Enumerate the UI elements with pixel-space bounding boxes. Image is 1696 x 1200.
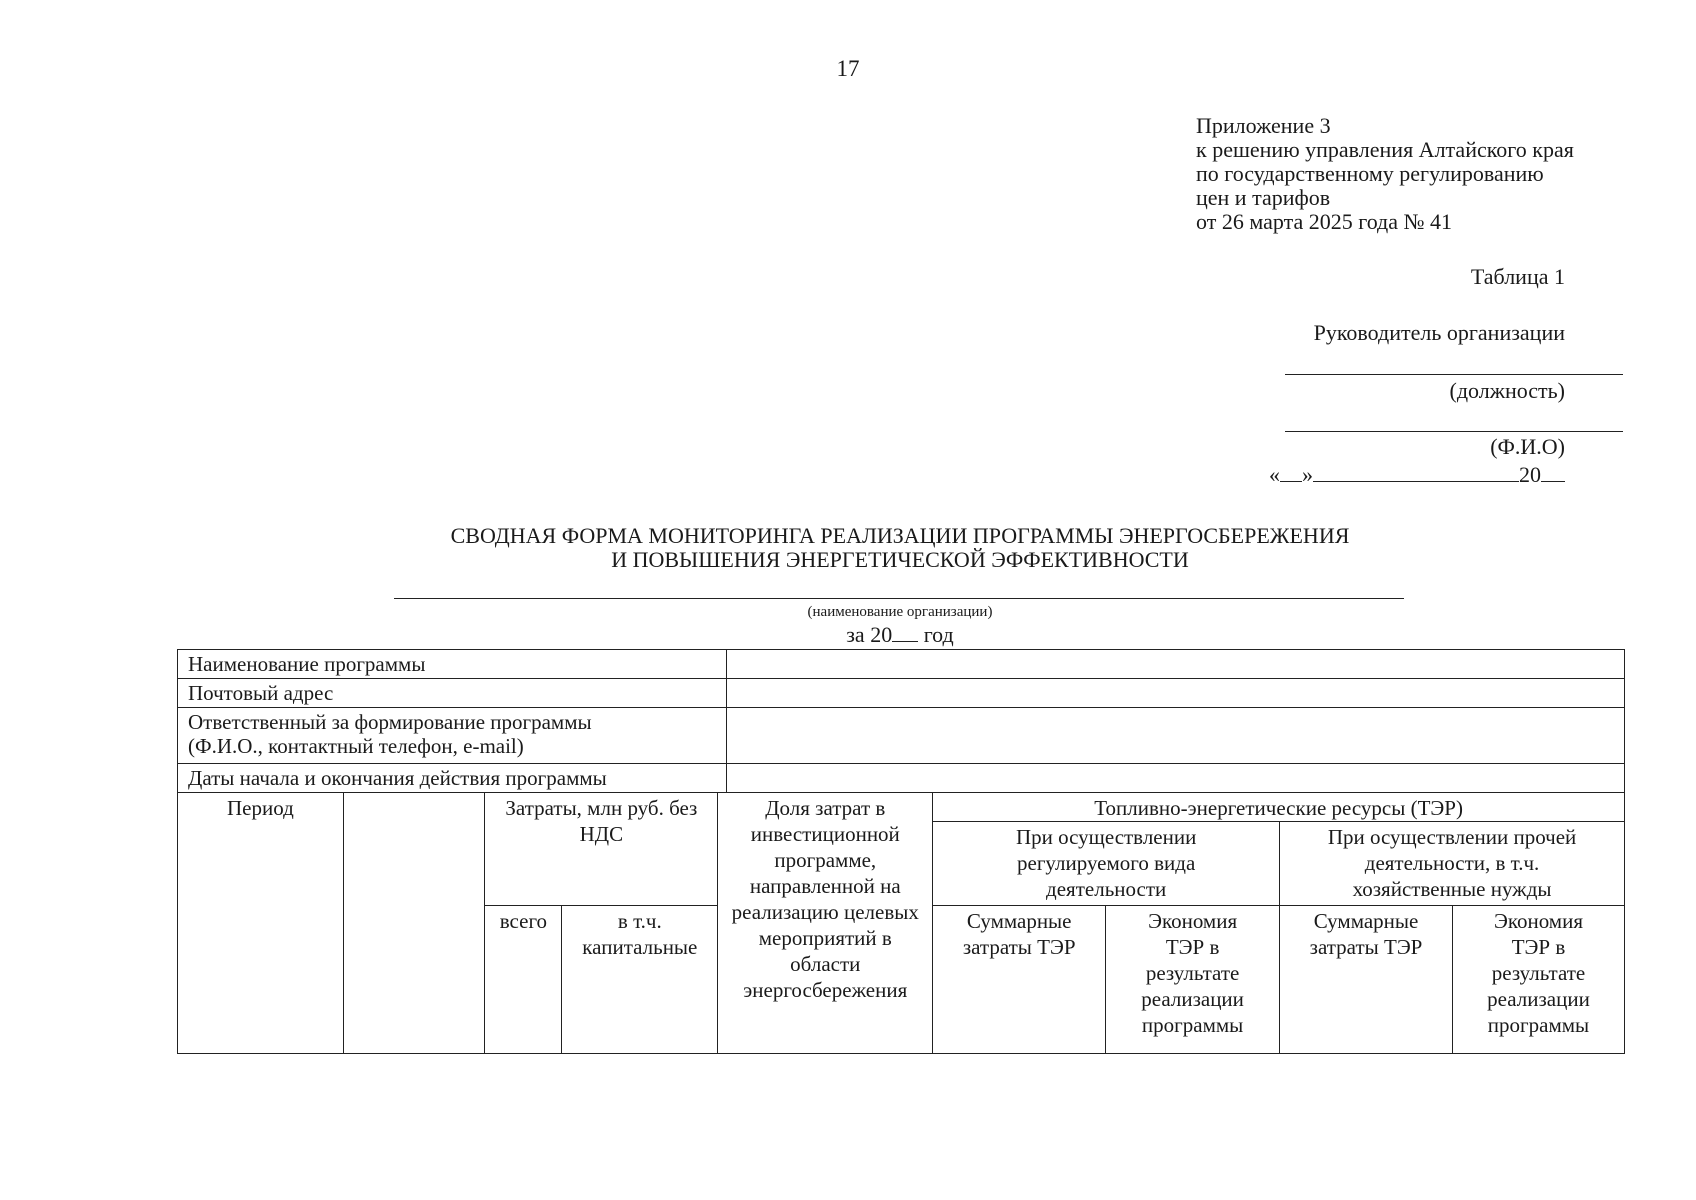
program-name-value[interactable] bbox=[727, 650, 1625, 679]
postal-address-label: Почтовый адрес bbox=[178, 679, 727, 708]
form-title bbox=[0, 524, 1696, 572]
program-dates-value[interactable] bbox=[727, 764, 1625, 793]
name-line bbox=[1285, 431, 1623, 432]
position-line bbox=[1285, 374, 1623, 375]
appendix-line: цен и тарифов bbox=[1196, 185, 1331, 210]
appendix-block bbox=[1196, 114, 1574, 234]
appendix-line: к решению управления Алтайского края bbox=[1196, 137, 1574, 162]
report-year bbox=[0, 622, 1696, 648]
responsible-value[interactable] bbox=[727, 708, 1625, 764]
signature-date bbox=[1269, 462, 1565, 488]
report-year-blank bbox=[892, 641, 918, 642]
costs-capital-header: в т.ч. капитальные bbox=[562, 906, 718, 1054]
responsible-label bbox=[178, 708, 727, 764]
position-caption: (должность) bbox=[1449, 378, 1565, 403]
program-info-table bbox=[177, 649, 1625, 793]
head-of-organization-label: Руководитель организации bbox=[1313, 320, 1565, 345]
period-header: Период bbox=[178, 793, 344, 1054]
form-title-line-2: И ПОВЫШЕНИЯ ЭНЕРГЕТИЧЕСКОЙ ЭФФЕКТИВНОСТИ bbox=[611, 547, 1189, 572]
year-blank bbox=[1541, 463, 1565, 482]
ter-header: Топливно-энергетические ресурсы (ТЭР) bbox=[933, 793, 1625, 822]
regulated-ter-saving-header: Экономия ТЭР в результате реализации программы bbox=[1106, 906, 1280, 1054]
report-year-suffix: год bbox=[923, 622, 954, 647]
report-year-prefix: за 20 bbox=[846, 622, 893, 647]
year-prefix: 20 bbox=[1519, 462, 1541, 487]
name-caption: (Ф.И.О) bbox=[1490, 434, 1565, 459]
organization-caption: (наименование организации) bbox=[807, 604, 993, 620]
date-close-quote: » bbox=[1302, 462, 1313, 487]
date-open-quote: « bbox=[1269, 462, 1280, 487]
month-blank bbox=[1313, 463, 1519, 482]
form-title-line-1: СВОДНАЯ ФОРМА МОНИТОРИНГА РЕАЛИЗАЦИИ ПРОГРАММЫ ЭНЕРГОСБЕРЕЖЕНИЯ bbox=[450, 523, 1350, 548]
day-blank bbox=[1280, 463, 1302, 482]
blank-header bbox=[343, 793, 485, 1054]
other-total-ter-header: Суммарные затраты ТЭР bbox=[1280, 906, 1453, 1054]
program-dates-label: Даты начала и окончания действия программы bbox=[178, 764, 727, 793]
other-ter-saving-header: Экономия ТЭР в результате реализации программы bbox=[1452, 906, 1624, 1054]
costs-header: Затраты, млн руб. без НДС bbox=[485, 793, 718, 906]
monitoring-table bbox=[177, 792, 1625, 1054]
appendix-line: по государственному регулированию bbox=[1196, 161, 1544, 186]
investment-share-header: Доля затрат в инвестиционной программе, направленной на реализацию целевых мероприятий в области энергосбережения bbox=[718, 793, 933, 1054]
table-label: Таблица 1 bbox=[1470, 264, 1565, 289]
program-name-label: Наименование программы bbox=[178, 650, 727, 679]
costs-total-header: всего bbox=[485, 906, 562, 1054]
regulated-activity-header: При осуществлении регулируемого вида деятельности bbox=[933, 822, 1280, 906]
responsible-label-line-1: Ответственный за формирование программы bbox=[188, 710, 592, 734]
responsible-label-line-2: (Ф.И.О., контактный телефон, e-mail) bbox=[188, 734, 524, 758]
organization-name-line bbox=[394, 598, 1404, 599]
other-activity-header: При осуществлении прочей деятельности, в т.ч. хозяйственные нужды bbox=[1280, 822, 1625, 906]
appendix-line: Приложение 3 bbox=[1196, 113, 1331, 138]
page-number: 17 bbox=[836, 56, 860, 81]
postal-address-value[interactable] bbox=[727, 679, 1625, 708]
appendix-line: от 26 марта 2025 года № 41 bbox=[1196, 209, 1453, 234]
regulated-total-ter-header: Суммарные затраты ТЭР bbox=[933, 906, 1106, 1054]
